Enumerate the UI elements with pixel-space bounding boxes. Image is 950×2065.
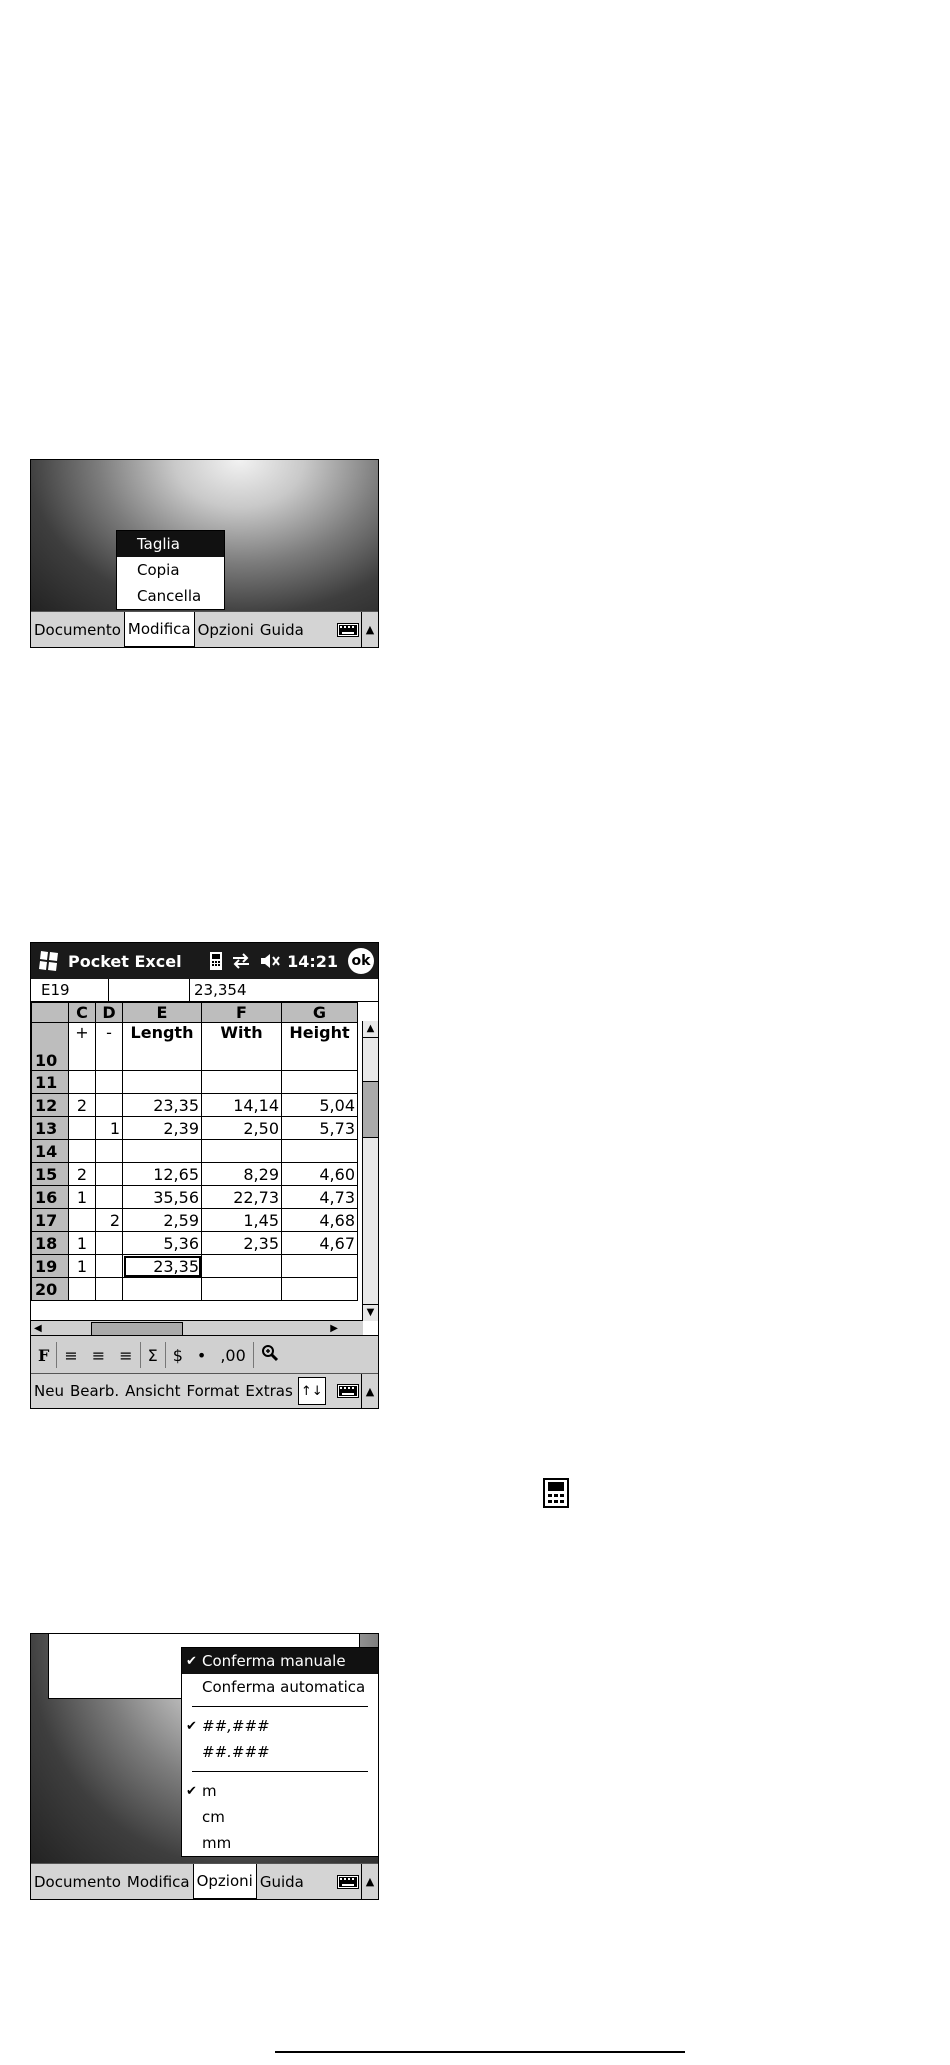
ok-button[interactable]: ok <box>348 948 374 974</box>
decimal-point-button[interactable]: • <box>196 1345 207 1365</box>
footer-rule <box>275 2051 685 2053</box>
cell[interactable]: 22,73 <box>202 1186 282 1209</box>
column-header-e[interactable]: E <box>123 1003 202 1023</box>
row-header[interactable]: 10 <box>32 1023 69 1071</box>
cell[interactable] <box>282 1071 358 1094</box>
row-header[interactable]: 20 <box>32 1278 69 1301</box>
cell[interactable]: 2,35 <box>202 1232 282 1255</box>
opzioni-popup-menu <box>181 1647 378 1857</box>
scroll-down-icon[interactable]: ▼ <box>363 1304 378 1321</box>
keyboard-icon[interactable] <box>335 1382 361 1400</box>
table-row <box>32 1186 358 1209</box>
cell[interactable] <box>96 1094 123 1117</box>
cell[interactable]: 2,39 <box>123 1117 202 1140</box>
cell[interactable]: Length <box>123 1023 202 1071</box>
table-row <box>32 1278 358 1301</box>
scroll-left-icon[interactable]: ◀ <box>34 1323 42 1334</box>
cell[interactable]: 14,14 <box>202 1094 282 1117</box>
align-right-icon[interactable]: ≡ <box>119 1345 133 1365</box>
cell[interactable] <box>96 1255 123 1278</box>
cell[interactable]: 12,65 <box>123 1163 202 1186</box>
menu-modifica[interactable]: Modifica <box>126 1872 190 1891</box>
table-row <box>32 1209 358 1232</box>
column-header-c[interactable]: C <box>69 1003 96 1023</box>
table-row <box>32 1071 358 1094</box>
input-arrow-icon[interactable]: ▲ <box>361 1374 378 1408</box>
menu-item-taglia[interactable]: Taglia <box>117 531 224 557</box>
cell[interactable]: 4,73 <box>282 1186 358 1209</box>
font-icon[interactable]: F <box>38 1345 50 1365</box>
table-row <box>32 1163 358 1186</box>
menu-opzioni[interactable]: Opzioni <box>193 1864 257 1899</box>
cell[interactable] <box>202 1140 282 1163</box>
menu-guida[interactable]: Guida <box>259 620 304 639</box>
cell[interactable] <box>96 1163 123 1186</box>
menu-item-unit-mm[interactable]: mm <box>202 1834 232 1852</box>
table-row <box>32 1140 358 1163</box>
cell[interactable]: 4,60 <box>282 1163 358 1186</box>
cell[interactable] <box>69 1278 96 1301</box>
cell[interactable] <box>282 1140 358 1163</box>
cell[interactable]: + <box>69 1023 96 1071</box>
cell-value-field[interactable]: 23,354 <box>194 981 247 999</box>
corner-header[interactable] <box>32 1003 69 1023</box>
cell[interactable]: 1 <box>69 1255 96 1278</box>
title-bar <box>31 943 378 979</box>
row-header[interactable]: 16 <box>32 1186 69 1209</box>
sort-toggle-icon[interactable]: ↑↓ <box>298 1377 326 1405</box>
column-header-d[interactable]: D <box>96 1003 123 1023</box>
cell[interactable] <box>123 1140 202 1163</box>
decimals-button[interactable]: ,00 <box>220 1345 246 1365</box>
cell[interactable] <box>123 1278 202 1301</box>
cell[interactable] <box>202 1278 282 1301</box>
cell[interactable]: Height <box>282 1023 358 1071</box>
menu-bar <box>31 1863 378 1899</box>
row-header[interactable]: 14 <box>32 1140 69 1163</box>
scroll-thumb[interactable] <box>363 1081 378 1138</box>
selected-cell-e19[interactable]: 23,35 <box>123 1255 202 1278</box>
menu-format[interactable]: Format <box>186 1382 240 1400</box>
keyboard-icon[interactable] <box>335 621 361 639</box>
screenshot-modifica-menu <box>30 459 379 648</box>
table-row <box>32 1094 358 1117</box>
cell[interactable] <box>69 1209 96 1232</box>
align-left-icon[interactable]: ≡ <box>64 1345 78 1365</box>
menu-modifica[interactable]: Modifica <box>124 612 195 647</box>
cell[interactable]: 1 <box>69 1232 96 1255</box>
menu-item-format-dot[interactable]: ##.### <box>202 1743 270 1761</box>
menu-documento[interactable]: Documento <box>34 620 121 639</box>
cell[interactable]: 2 <box>96 1209 123 1232</box>
input-arrow-icon[interactable]: ▲ <box>361 612 378 647</box>
calculator-icon <box>543 1478 569 1512</box>
menu-bar <box>31 1373 378 1408</box>
cell[interactable]: 5,73 <box>282 1117 358 1140</box>
cell[interactable]: 2 <box>69 1094 96 1117</box>
menu-item-format-comma[interactable]: ✔ ##,### <box>186 1717 270 1735</box>
cell[interactable]: 2 <box>69 1163 96 1186</box>
connectivity-icon <box>231 952 251 970</box>
cell[interactable]: - <box>96 1023 123 1071</box>
menu-ansicht[interactable]: Ansicht <box>125 1382 181 1400</box>
scroll-up-icon[interactable]: ▲ <box>363 1021 378 1038</box>
cell[interactable] <box>282 1278 358 1301</box>
checkmark-icon: ✔ <box>186 1653 197 1669</box>
cell[interactable]: 2,50 <box>202 1117 282 1140</box>
menu-item-copia[interactable]: Copia <box>137 561 180 579</box>
cell[interactable]: 8,29 <box>202 1163 282 1186</box>
zoom-icon[interactable] <box>254 1344 286 1366</box>
screenshot-opzioni-menu <box>30 1633 379 1900</box>
autosum-button[interactable]: Σ <box>147 1345 158 1365</box>
vertical-scrollbar[interactable] <box>362 1021 378 1321</box>
row-header[interactable]: 15 <box>32 1163 69 1186</box>
cell[interactable]: 23,35 <box>123 1094 202 1117</box>
menu-item-conferma-automatica[interactable]: Conferma automatica <box>202 1678 366 1696</box>
formatting-toolbar <box>31 1335 378 1374</box>
cell[interactable]: 5,36 <box>123 1232 202 1255</box>
cell[interactable]: 1,45 <box>202 1209 282 1232</box>
cell[interactable]: 1 <box>96 1117 123 1140</box>
app-title: Pocket Excel <box>68 951 182 971</box>
cell[interactable]: 2,59 <box>123 1209 202 1232</box>
cell[interactable]: With <box>202 1023 282 1071</box>
table-row <box>32 1117 358 1140</box>
input-arrow-icon[interactable]: ▲ <box>361 1864 378 1899</box>
horizontal-scrollbar[interactable] <box>31 1320 363 1336</box>
cell[interactable] <box>96 1278 123 1301</box>
screenshot-pocket-excel <box>30 942 379 1409</box>
cell-reference[interactable]: E19 <box>31 979 109 1001</box>
cell[interactable] <box>96 1232 123 1255</box>
row-header[interactable]: 13 <box>32 1117 69 1140</box>
table-row <box>32 1232 358 1255</box>
checkmark-icon: ✔ <box>186 1718 197 1734</box>
row-header[interactable]: 17 <box>32 1209 69 1232</box>
spreadsheet-grid <box>31 1002 358 1301</box>
row-header[interactable]: 19 <box>32 1255 69 1278</box>
cell[interactable] <box>96 1186 123 1209</box>
cell[interactable]: 5,04 <box>282 1094 358 1117</box>
modifica-popup-menu <box>116 530 225 610</box>
menu-bearb[interactable]: Bearb. <box>69 1382 120 1400</box>
cell[interactable]: 4,67 <box>282 1232 358 1255</box>
scroll-thumb-horizontal[interactable] <box>91 1322 183 1336</box>
cell[interactable]: 1 <box>69 1186 96 1209</box>
cell[interactable] <box>96 1140 123 1163</box>
speaker-muted-icon[interactable] <box>259 952 281 970</box>
cell[interactable] <box>96 1071 123 1094</box>
column-header-f[interactable]: F <box>202 1003 282 1023</box>
cell[interactable]: 35,56 <box>123 1186 202 1209</box>
cell-reference-bar <box>31 979 378 1002</box>
menu-item-unit-m[interactable]: ✔ m <box>186 1782 217 1800</box>
keyboard-icon[interactable] <box>335 1873 361 1891</box>
cell[interactable] <box>202 1071 282 1094</box>
cell[interactable] <box>69 1117 96 1140</box>
column-header-g[interactable]: G <box>282 1003 358 1023</box>
menu-documento[interactable]: Documento <box>34 1872 121 1891</box>
cell-reference-spacer <box>109 979 190 1001</box>
row-header[interactable]: 18 <box>32 1232 69 1255</box>
menu-neu[interactable]: Neu <box>34 1382 64 1400</box>
clock-time[interactable]: 14:21 <box>287 951 338 971</box>
menu-guida[interactable]: Guida <box>259 1872 304 1891</box>
align-center-icon[interactable]: ≡ <box>91 1345 106 1365</box>
menu-item-unit-cm[interactable]: cm <box>202 1808 225 1826</box>
menu-separator <box>192 1706 368 1707</box>
windows-start-icon[interactable] <box>35 949 63 973</box>
menu-bar <box>31 611 378 647</box>
menu-separator <box>192 1771 368 1772</box>
cell[interactable] <box>282 1255 358 1278</box>
currency-icon[interactable]: $ <box>172 1345 183 1365</box>
cell[interactable]: 4,68 <box>282 1209 358 1232</box>
checkmark-icon: ✔ <box>186 1783 197 1799</box>
cell[interactable] <box>69 1071 96 1094</box>
menu-item-cancella[interactable]: Cancella <box>137 587 202 605</box>
cell[interactable] <box>202 1255 282 1278</box>
table-row <box>32 1255 358 1278</box>
menu-opzioni[interactable]: Opzioni <box>197 620 254 639</box>
row-header[interactable]: 12 <box>32 1094 69 1117</box>
cell[interactable] <box>123 1071 202 1094</box>
phone-icon <box>209 951 223 971</box>
row-header[interactable]: 11 <box>32 1071 69 1094</box>
scroll-right-icon[interactable]: ▶ <box>330 1323 338 1334</box>
menu-extras[interactable]: Extras <box>245 1382 293 1400</box>
cell[interactable] <box>69 1140 96 1163</box>
menu-item-conferma-manuale[interactable]: ✔ Conferma manuale <box>182 1648 378 1674</box>
